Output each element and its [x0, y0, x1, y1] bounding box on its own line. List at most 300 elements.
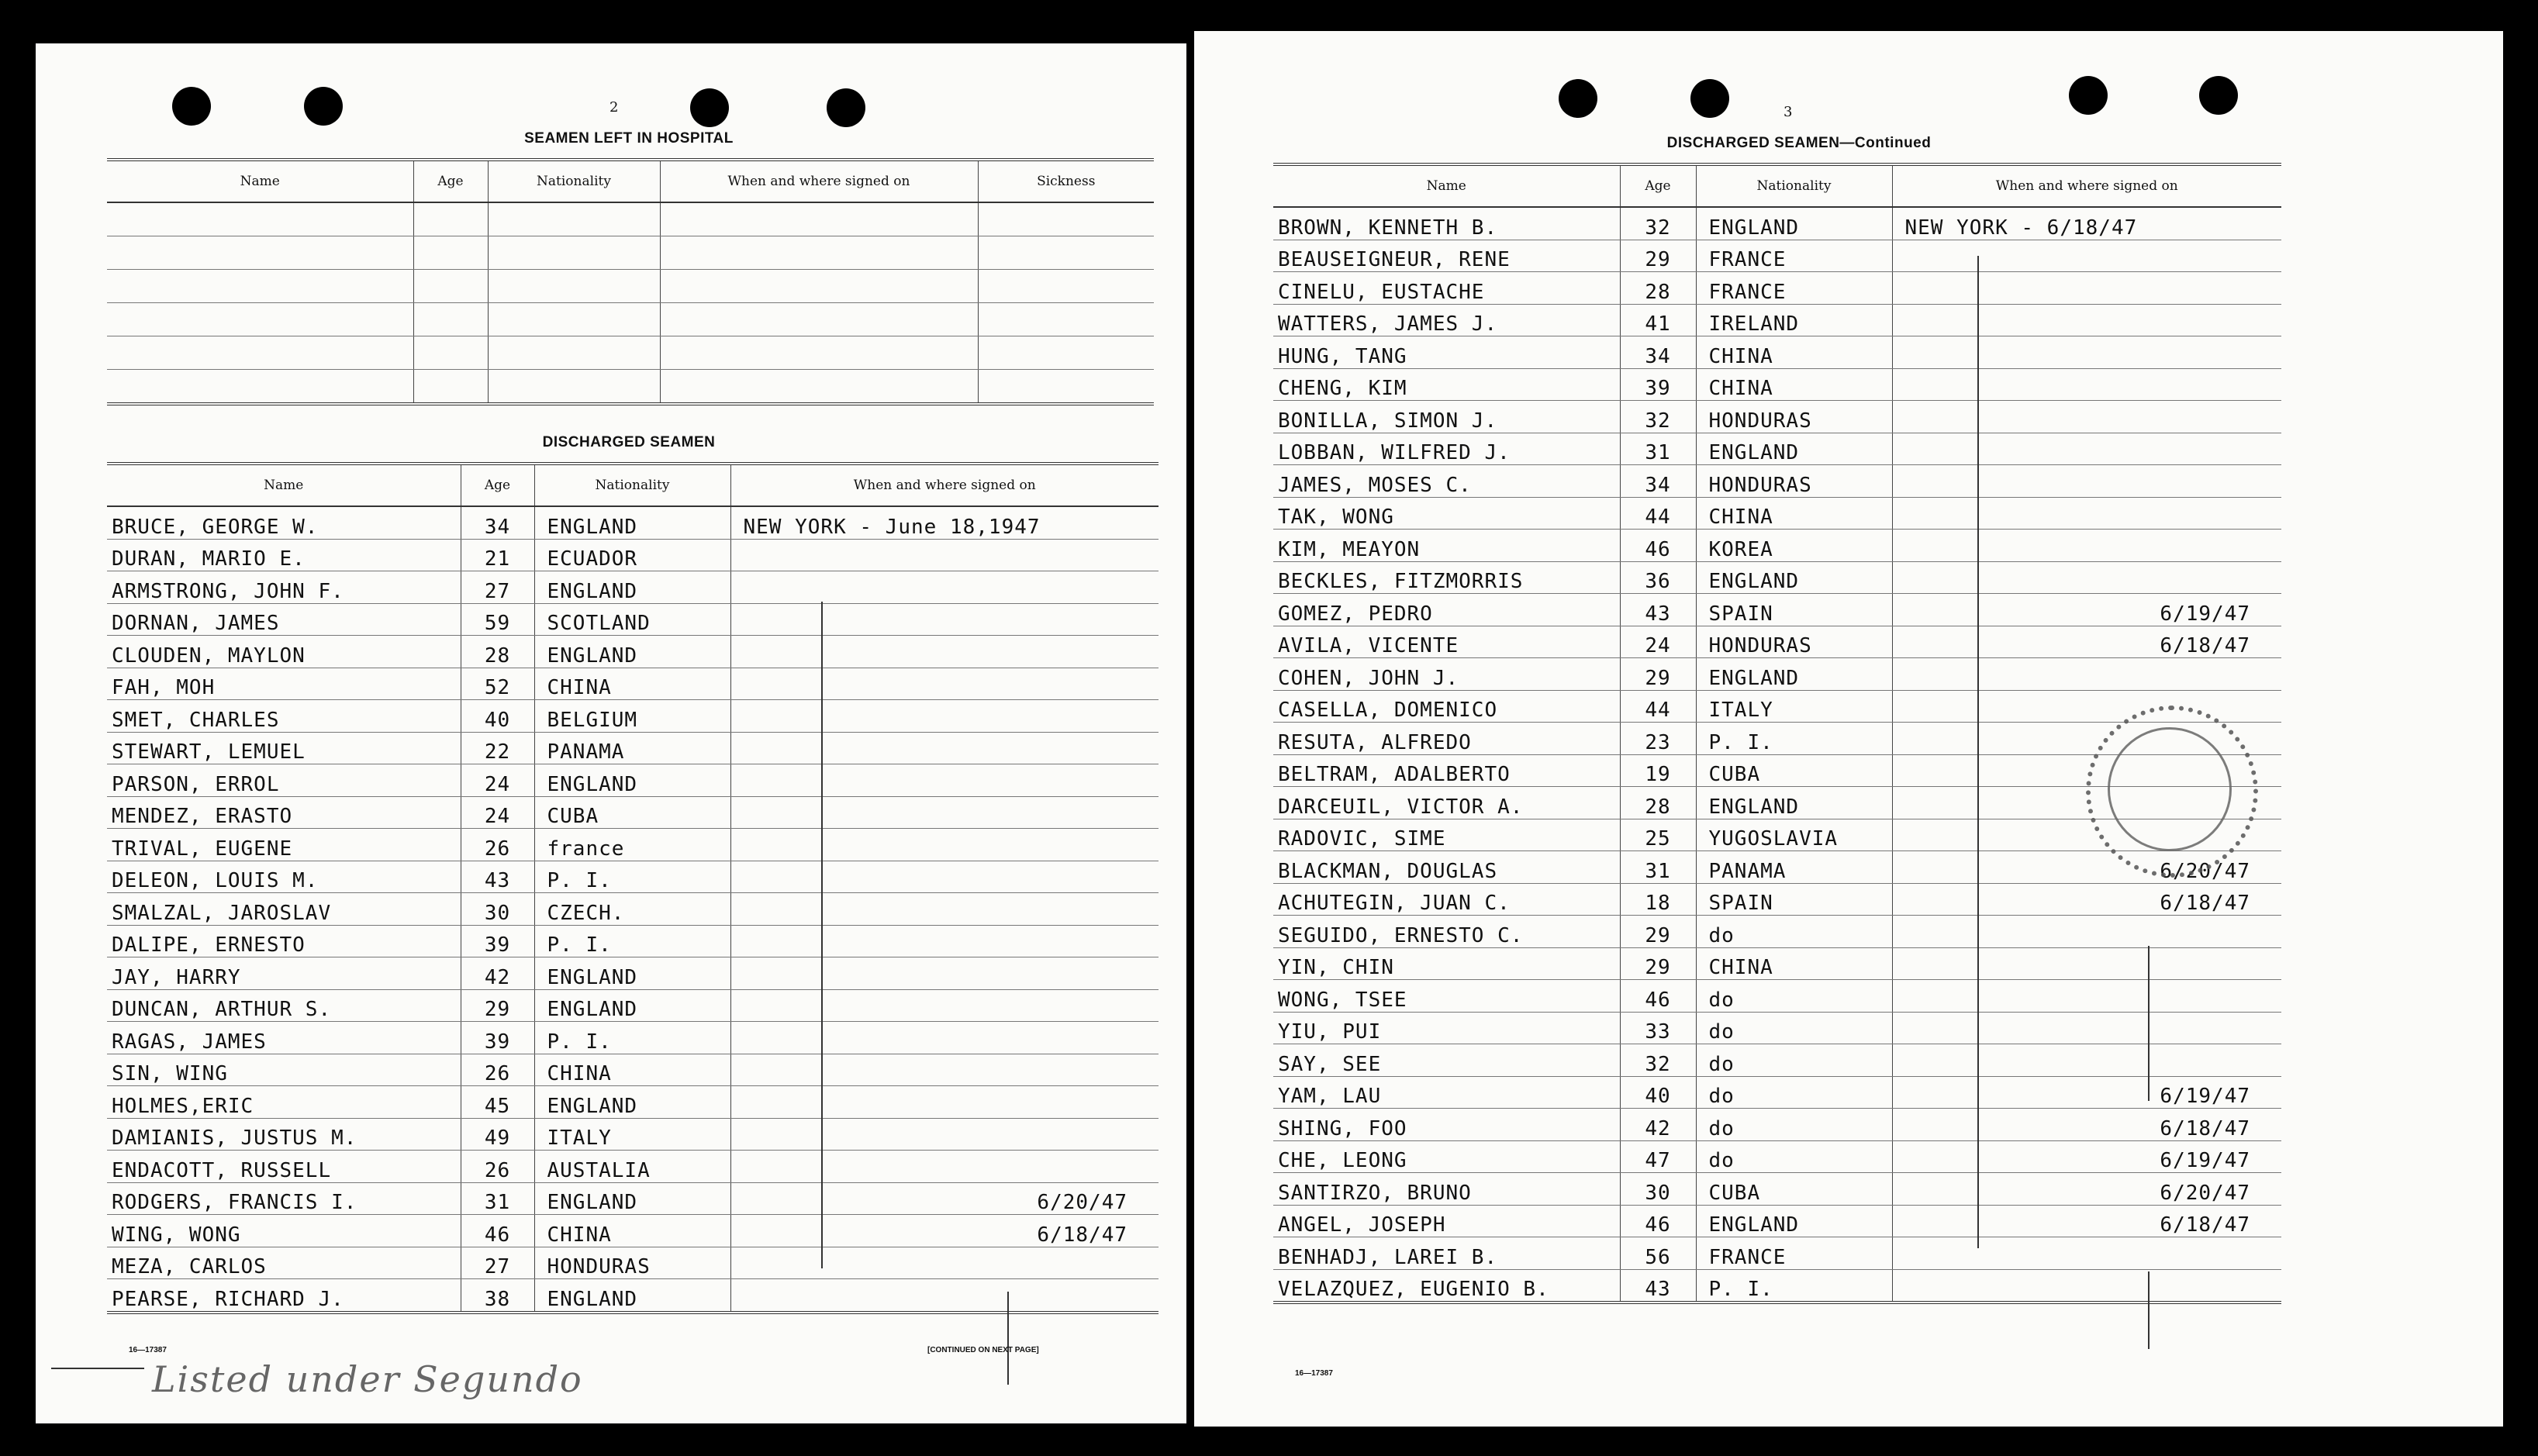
seaman-name: DELEON, LOUIS M. — [107, 861, 461, 893]
seaman-nationality: IRELAND — [1696, 304, 1892, 336]
seaman-name: WING, WONG — [107, 1215, 461, 1247]
seaman-signed-on — [1892, 947, 2281, 980]
seaman-signed-on: 6/20/47 — [730, 1182, 1159, 1215]
seaman-row — [1273, 1269, 2281, 1302]
seaman-row — [107, 1279, 1159, 1313]
seaman-nationality: ENGLAND — [534, 1182, 730, 1215]
seaman-name: ENDACOTT, RUSSELL — [107, 1151, 461, 1183]
seaman-nationality: CZECH. — [534, 893, 730, 926]
seaman-name: RESUTA, ALFREDO — [1273, 723, 1620, 755]
seaman-signed-on — [730, 1118, 1159, 1151]
seaman-nationality: CHINA — [1696, 336, 1892, 369]
seaman-age: 49 — [461, 1118, 534, 1151]
seaman-name: HUNG, TANG — [1273, 336, 1620, 369]
seaman-age: 42 — [461, 957, 534, 990]
seaman-age: 24 — [1620, 626, 1696, 658]
seaman-signed-on — [1892, 465, 2281, 498]
seaman-row — [1273, 207, 2281, 240]
seaman-age: 32 — [1620, 401, 1696, 433]
seaman-name: TRIVAL, EUGENE — [107, 829, 461, 861]
seaman-row — [1273, 626, 2281, 658]
seaman-age: 21 — [461, 539, 534, 571]
seaman-nationality: CUBA — [534, 796, 730, 829]
punch-hole — [827, 88, 865, 127]
seaman-age: 44 — [1620, 690, 1696, 723]
seaman-name: WONG, TSEE — [1273, 980, 1620, 1013]
seaman-name: PEARSE, RICHARD J. — [107, 1279, 461, 1313]
seaman-row — [1273, 336, 2281, 369]
hospital-cell — [978, 336, 1154, 370]
seaman-row — [1273, 497, 2281, 530]
customs-stamp — [2086, 706, 2258, 878]
seaman-name: DORNAN, JAMES — [107, 603, 461, 636]
seaman-age: 30 — [1620, 1173, 1696, 1206]
seaman-signed-on — [1892, 916, 2281, 948]
seaman-age: 44 — [1620, 497, 1696, 530]
hospital-cell — [660, 370, 978, 405]
seaman-signed-on — [730, 796, 1159, 829]
seaman-signed-on — [730, 989, 1159, 1022]
seaman-age: 30 — [461, 893, 534, 926]
seaman-signed-on — [1892, 1269, 2281, 1302]
hospital-cell — [978, 303, 1154, 336]
discharged-section-title: DISCHARGED SEAMEN — [542, 434, 716, 450]
seaman-name: JAY, HARRY — [107, 957, 461, 990]
hospital-row — [107, 303, 1154, 336]
hospital-cell — [107, 270, 413, 303]
seaman-age: 29 — [1620, 916, 1696, 948]
hospital-cell — [107, 236, 413, 270]
seaman-name: WATTERS, JAMES J. — [1273, 304, 1620, 336]
seaman-name: BEAUSEIGNEUR, RENE — [1273, 240, 1620, 272]
seaman-name: SEGUIDO, ERNESTO C. — [1273, 916, 1620, 948]
seaman-name: BROWN, KENNETH B. — [1273, 207, 1620, 240]
col-header-age: Age — [413, 160, 488, 202]
seaman-age: 24 — [461, 796, 534, 829]
hospital-cell — [488, 202, 660, 236]
seaman-age: 52 — [461, 668, 534, 700]
seaman-nationality: do — [1696, 1109, 1892, 1141]
seaman-age: 23 — [1620, 723, 1696, 755]
seaman-row — [107, 764, 1159, 797]
seaman-name: SAY, SEE — [1273, 1044, 1620, 1077]
seaman-row — [1273, 1044, 2281, 1077]
seaman-name: FAH, MOH — [107, 668, 461, 700]
seaman-name: RAGAS, JAMES — [107, 1022, 461, 1054]
seaman-nationality: ENGLAND — [534, 571, 730, 604]
seaman-name: YIN, CHIN — [1273, 947, 1620, 980]
seaman-age: 31 — [461, 1182, 534, 1215]
seaman-name: ANGEL, JOSEPH — [1273, 1205, 1620, 1237]
seaman-name: KIM, MEAYON — [1273, 530, 1620, 562]
seaman-row — [1273, 1012, 2281, 1044]
seaman-age: 46 — [1620, 530, 1696, 562]
ditto-line — [821, 602, 823, 1268]
seaman-signed-on — [730, 1022, 1159, 1054]
seaman-name: TAK, WONG — [1273, 497, 1620, 530]
seaman-nationality: AUSTALIA — [534, 1151, 730, 1183]
seaman-signed-on — [1892, 658, 2281, 691]
seaman-nationality: PANAMA — [1696, 851, 1892, 884]
hospital-cell — [488, 270, 660, 303]
hospital-table — [107, 158, 1154, 405]
col-header-nationality: Nationality — [488, 160, 660, 202]
seaman-nationality: ENGLAND — [534, 1086, 730, 1119]
seaman-row — [1273, 980, 2281, 1013]
seaman-name: VELAZQUEZ, EUGENIO B. — [1273, 1269, 1620, 1302]
seaman-signed-on — [1892, 497, 2281, 530]
seaman-signed-on: 6/19/47 — [1892, 594, 2281, 626]
hospital-section-title: SEAMEN LEFT IN HOSPITAL — [524, 130, 734, 147]
page-number: 2 — [609, 99, 619, 116]
seaman-name: DAMIANIS, JUSTUS M. — [107, 1118, 461, 1151]
seaman-name: BECKLES, FITZMORRIS — [1273, 561, 1620, 594]
seaman-row — [107, 1215, 1159, 1247]
seaman-age: 46 — [1620, 1205, 1696, 1237]
seaman-name: GOMEZ, PEDRO — [1273, 594, 1620, 626]
seaman-nationality: ENGLAND — [1696, 207, 1892, 240]
seaman-row — [107, 636, 1159, 668]
seaman-nationality: ENGLAND — [534, 636, 730, 668]
seaman-age: 34 — [1620, 336, 1696, 369]
seaman-name: LOBBAN, WILFRED J. — [1273, 433, 1620, 465]
seaman-nationality: ENGLAND — [1696, 658, 1892, 691]
seaman-row — [1273, 530, 2281, 562]
continued-note: [CONTINUED ON NEXT PAGE] — [927, 1346, 1039, 1354]
seaman-row — [1273, 401, 2281, 433]
seaman-nationality: ENGLAND — [534, 506, 730, 539]
seaman-signed-on — [730, 861, 1159, 893]
seaman-name: BELTRAM, ADALBERTO — [1273, 754, 1620, 787]
seaman-nationality: do — [1696, 1140, 1892, 1173]
hospital-cell — [660, 202, 978, 236]
seaman-row — [1273, 433, 2281, 465]
seaman-nationality: SPAIN — [1696, 883, 1892, 916]
seaman-name: CLOUDEN, MAYLON — [107, 636, 461, 668]
seaman-row — [1273, 368, 2281, 401]
seaman-signed-on — [730, 764, 1159, 797]
seaman-age: 34 — [1620, 465, 1696, 498]
seaman-signed-on — [1892, 368, 2281, 401]
seaman-name: CASELLA, DOMENICO — [1273, 690, 1620, 723]
seaman-row — [107, 1182, 1159, 1215]
seaman-row — [1273, 304, 2281, 336]
seaman-signed-on — [730, 700, 1159, 733]
col-header-name: Name — [1273, 164, 1620, 207]
customs-stamp-inner-ring — [2108, 727, 2232, 851]
seaman-nationality: HONDURAS — [1696, 465, 1892, 498]
seaman-row — [1273, 1205, 2281, 1237]
seaman-age: 38 — [461, 1279, 534, 1313]
seaman-name: ARMSTRONG, JOHN F. — [107, 571, 461, 604]
seaman-signed-on — [730, 1247, 1159, 1279]
seaman-name: MEZA, CARLOS — [107, 1247, 461, 1279]
seaman-name: ACHUTEGIN, JUAN C. — [1273, 883, 1620, 916]
ditto-line — [2148, 1271, 2150, 1349]
hospital-cell — [107, 202, 413, 236]
section-title: DISCHARGED SEAMEN—Continued — [1666, 135, 1932, 151]
seaman-name: AVILA, VICENTE — [1273, 626, 1620, 658]
seaman-age: 39 — [461, 1022, 534, 1054]
seaman-signed-on — [1892, 980, 2281, 1013]
seaman-row — [107, 668, 1159, 700]
punch-hole — [2069, 76, 2108, 115]
seaman-nationality: FRANCE — [1696, 272, 1892, 305]
seaman-age: 56 — [1620, 1237, 1696, 1270]
seaman-signed-on — [1892, 561, 2281, 594]
seaman-row — [1273, 1173, 2281, 1206]
hospital-cell — [413, 370, 488, 405]
hospital-cell — [413, 270, 488, 303]
seaman-nationality: do — [1696, 1012, 1892, 1044]
seaman-row — [107, 861, 1159, 893]
seaman-name: YAM, LAU — [1273, 1076, 1620, 1109]
hospital-cell — [978, 370, 1154, 405]
seaman-age: 42 — [1620, 1109, 1696, 1141]
seaman-signed-on — [1892, 690, 2281, 723]
seaman-nationality: FRANCE — [1696, 240, 1892, 272]
seaman-nationality: CUBA — [1696, 754, 1892, 787]
seaman-row — [107, 925, 1159, 957]
hospital-cell — [413, 303, 488, 336]
seaman-age: 18 — [1620, 883, 1696, 916]
seaman-age: 47 — [1620, 1140, 1696, 1173]
seaman-signed-on — [730, 957, 1159, 990]
seaman-row — [1273, 1140, 2281, 1173]
seaman-nationality: P. I. — [1696, 723, 1892, 755]
seaman-age: 34 — [461, 506, 534, 539]
seaman-row — [107, 732, 1159, 764]
hospital-cell — [660, 270, 978, 303]
hospital-cell — [660, 236, 978, 270]
seaman-nationality: ENGLAND — [1696, 433, 1892, 465]
ditto-line — [1977, 256, 1979, 1248]
seaman-signed-on: 6/20/47 — [1892, 851, 2281, 884]
seaman-signed-on — [1892, 1237, 2281, 1270]
hospital-cell — [107, 370, 413, 405]
pen-mark — [51, 1368, 144, 1369]
seaman-age: 31 — [1620, 851, 1696, 884]
hospital-row — [107, 236, 1154, 270]
seaman-row — [107, 1151, 1159, 1183]
seaman-nationality: YUGOSLAVIA — [1696, 819, 1892, 851]
seaman-age: 19 — [1620, 754, 1696, 787]
ditto-line — [1007, 1292, 1009, 1385]
seaman-signed-on — [730, 636, 1159, 668]
seaman-nationality: P. I. — [534, 1022, 730, 1054]
seaman-name: COHEN, JOHN J. — [1273, 658, 1620, 691]
seaman-nationality: PANAMA — [534, 732, 730, 764]
hospital-row — [107, 370, 1154, 405]
col-header-nationality: Nationality — [1696, 164, 1892, 207]
seaman-row — [107, 829, 1159, 861]
seaman-nationality: do — [1696, 1044, 1892, 1077]
seaman-signed-on: 6/18/47 — [1892, 1109, 2281, 1141]
punch-hole — [304, 87, 343, 126]
page-number: 3 — [1784, 104, 1793, 120]
seaman-nationality: ENGLAND — [1696, 787, 1892, 819]
seaman-age: 39 — [461, 925, 534, 957]
seaman-age: 28 — [1620, 787, 1696, 819]
seaman-age: 28 — [461, 636, 534, 668]
seaman-row — [107, 957, 1159, 990]
seaman-name: DURAN, MARIO E. — [107, 539, 461, 571]
seaman-nationality: FRANCE — [1696, 1237, 1892, 1270]
seaman-age: 24 — [461, 764, 534, 797]
seaman-signed-on — [730, 1054, 1159, 1086]
seaman-row — [107, 539, 1159, 571]
seaman-name: PARSON, ERROL — [107, 764, 461, 797]
seaman-age: 25 — [1620, 819, 1696, 851]
seaman-row — [1273, 1076, 2281, 1109]
seaman-nationality: do — [1696, 1076, 1892, 1109]
seaman-nationality: P. I. — [534, 925, 730, 957]
seaman-name: JAMES, MOSES C. — [1273, 465, 1620, 498]
seaman-nationality: CHINA — [1696, 368, 1892, 401]
seaman-signed-on — [730, 668, 1159, 700]
seaman-age: 32 — [1620, 207, 1696, 240]
seaman-age: 28 — [1620, 272, 1696, 305]
seaman-name: SHING, FOO — [1273, 1109, 1620, 1141]
seaman-nationality: HONDURAS — [1696, 401, 1892, 433]
seaman-row — [1273, 465, 2281, 498]
seaman-age: 29 — [1620, 240, 1696, 272]
seaman-name: SIN, WING — [107, 1054, 461, 1086]
seaman-name: BLACKMAN, DOUGLAS — [1273, 851, 1620, 884]
seaman-row — [1273, 658, 2281, 691]
seaman-age: 29 — [1620, 947, 1696, 980]
seaman-signed-on — [730, 829, 1159, 861]
seaman-age: 31 — [1620, 433, 1696, 465]
hospital-cell — [978, 236, 1154, 270]
seaman-age: 29 — [461, 989, 534, 1022]
punch-hole — [1690, 79, 1729, 118]
seaman-signed-on — [1892, 1012, 2281, 1044]
hospital-cell — [413, 336, 488, 370]
seaman-name: DUNCAN, ARTHUR S. — [107, 989, 461, 1022]
seaman-row — [1273, 561, 2281, 594]
seaman-signed-on — [730, 1086, 1159, 1119]
hospital-cell — [978, 270, 1154, 303]
punch-hole — [172, 87, 211, 126]
seaman-row — [107, 506, 1159, 539]
seaman-nationality: ENGLAND — [534, 1279, 730, 1313]
seaman-signed-on — [730, 539, 1159, 571]
seaman-nationality: ENGLAND — [534, 989, 730, 1022]
seaman-age: 26 — [461, 1151, 534, 1183]
seaman-row — [107, 1118, 1159, 1151]
seaman-nationality: CHINA — [1696, 947, 1892, 980]
seaman-row — [107, 603, 1159, 636]
seaman-nationality: ITALY — [534, 1118, 730, 1151]
hospital-cell — [107, 336, 413, 370]
seaman-nationality: P. I. — [534, 861, 730, 893]
seaman-name: RODGERS, FRANCIS I. — [107, 1182, 461, 1215]
discharged-seamen-table — [107, 462, 1159, 1314]
seaman-nationality: do — [1696, 980, 1892, 1013]
seaman-nationality: do — [1696, 916, 1892, 948]
col-header-name: Name — [107, 464, 461, 506]
seaman-row — [1273, 1109, 2281, 1141]
form-number: 16—17387 — [129, 1346, 167, 1354]
seaman-nationality: BELGIUM — [534, 700, 730, 733]
col-header-signed-on: When and where signed on — [660, 160, 978, 202]
seaman-signed-on: 6/20/47 — [1892, 1173, 2281, 1206]
seaman-signed-on: NEW YORK - 6/18/47 — [1892, 207, 2281, 240]
seaman-age: 26 — [461, 1054, 534, 1086]
seaman-row — [107, 700, 1159, 733]
col-header-age: Age — [461, 464, 534, 506]
seaman-nationality: CHINA — [534, 668, 730, 700]
seaman-row — [1273, 1237, 2281, 1270]
hospital-cell — [660, 303, 978, 336]
seaman-signed-on — [1892, 304, 2281, 336]
right-page — [1194, 31, 2503, 1427]
seaman-name: STEWART, LEMUEL — [107, 732, 461, 764]
seaman-age: 27 — [461, 1247, 534, 1279]
seaman-signed-on: 6/18/47 — [730, 1215, 1159, 1247]
seaman-nationality: HONDURAS — [534, 1247, 730, 1279]
seaman-signed-on — [1892, 336, 2281, 369]
seaman-name: HOLMES,ERIC — [107, 1086, 461, 1119]
seaman-name: CINELU, EUSTACHE — [1273, 272, 1620, 305]
seaman-age: 59 — [461, 603, 534, 636]
seaman-age: 26 — [461, 829, 534, 861]
seaman-row — [107, 571, 1159, 604]
seaman-nationality: CHINA — [534, 1215, 730, 1247]
seaman-signed-on — [730, 893, 1159, 926]
seaman-signed-on — [1892, 433, 2281, 465]
seaman-signed-on — [730, 603, 1159, 636]
hospital-cell — [488, 370, 660, 405]
hospital-cell — [978, 202, 1154, 236]
seaman-signed-on: NEW YORK - June 18,1947 — [730, 506, 1159, 539]
seaman-age: 40 — [461, 700, 534, 733]
seaman-row — [1273, 240, 2281, 272]
seaman-nationality: SPAIN — [1696, 594, 1892, 626]
seaman-nationality: france — [534, 829, 730, 861]
col-header-signed-on: When and where signed on — [1892, 164, 2281, 207]
seaman-age: 46 — [461, 1215, 534, 1247]
col-header-nationality: Nationality — [534, 464, 730, 506]
seaman-nationality: ENGLAND — [534, 957, 730, 990]
seaman-name: DALIPE, ERNESTO — [107, 925, 461, 957]
left-page — [36, 43, 1186, 1423]
seaman-name: DARCEUIL, VICTOR A. — [1273, 787, 1620, 819]
seaman-nationality: CHINA — [1696, 497, 1892, 530]
seaman-age: 27 — [461, 571, 534, 604]
handwritten-note: Listed under Segundo — [152, 1358, 583, 1400]
seaman-signed-on — [730, 925, 1159, 957]
seaman-nationality: CUBA — [1696, 1173, 1892, 1206]
ditto-line — [2148, 946, 2150, 1101]
seaman-nationality: HONDURAS — [1696, 626, 1892, 658]
seaman-row — [1273, 883, 2281, 916]
seaman-signed-on — [730, 571, 1159, 604]
seaman-name: BENHADJ, LAREI B. — [1273, 1237, 1620, 1270]
seaman-signed-on — [1892, 401, 2281, 433]
hospital-row — [107, 202, 1154, 236]
hospital-row — [107, 270, 1154, 303]
seaman-row — [107, 989, 1159, 1022]
seaman-name: BRUCE, GEORGE W. — [107, 506, 461, 539]
seaman-age: 29 — [1620, 658, 1696, 691]
seaman-age: 43 — [1620, 1269, 1696, 1302]
seaman-signed-on — [730, 732, 1159, 764]
seaman-age: 46 — [1620, 980, 1696, 1013]
seaman-nationality: ECUADOR — [534, 539, 730, 571]
seaman-name: MENDEZ, ERASTO — [107, 796, 461, 829]
